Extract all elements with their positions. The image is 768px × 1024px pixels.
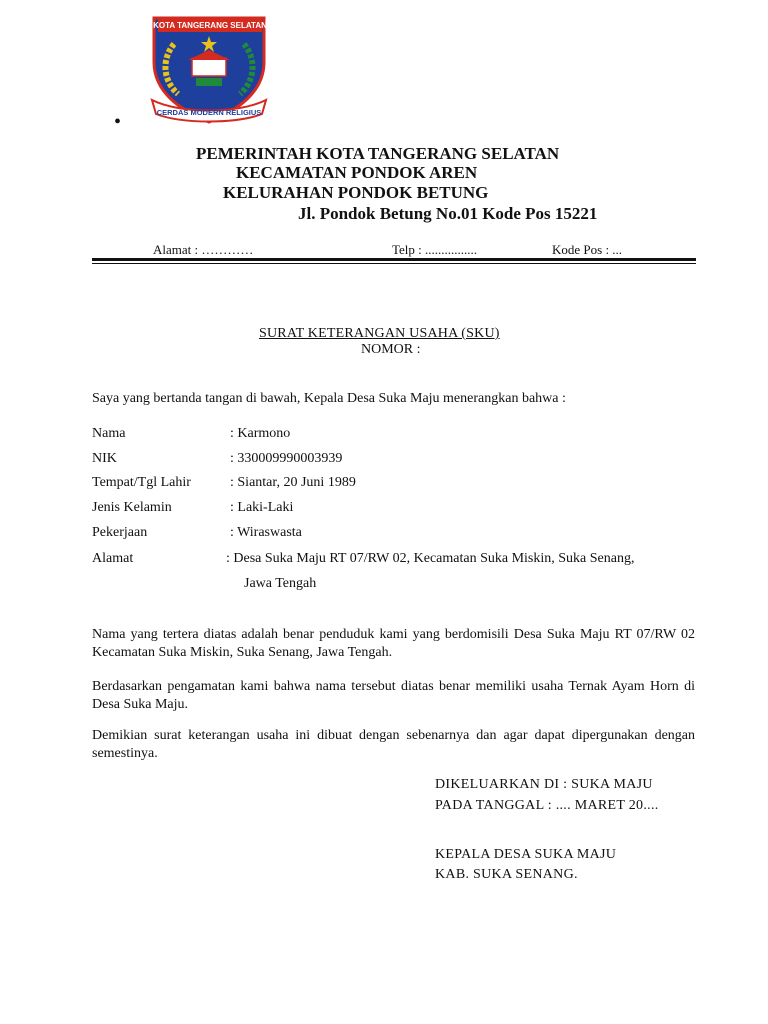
field-label-gender: Jenis Kelamin xyxy=(92,500,172,515)
field-value-birth: : Siantar, 20 Juni 1989 xyxy=(230,475,356,490)
field-value-job: : Wiraswasta xyxy=(230,525,302,540)
field-value-address: : Desa Suka Maju RT 07/RW 02, Kecamatan Suka Miskin, Suka Senang, xyxy=(226,551,635,566)
field-label-nama: Nama xyxy=(92,426,126,441)
bullet-icon: • xyxy=(114,111,122,133)
field-label-job: Pekerjaan xyxy=(92,525,148,540)
header-divider-thick xyxy=(92,258,696,261)
header-village: KELURAHAN PONDOK BETUNG xyxy=(223,183,489,202)
building-icon xyxy=(192,58,226,76)
ribbon-text: CERDAS MODERN RELIGIUS xyxy=(156,108,262,117)
field-label-birth: Tempat/Tgl Lahir xyxy=(92,475,191,490)
intro-text: Saya yang bertanda tangan di bawah, Kepala Desa Suka Maju menerangkan bahwa : xyxy=(92,391,566,406)
header-district: KECAMATAN PONDOK AREN xyxy=(236,163,478,182)
signature-position: KEPALA DESA SUKA MAJU xyxy=(435,847,617,862)
header-divider-thin xyxy=(92,263,696,264)
paragraph-closing: Demikian surat keterangan usaha ini dibuat dengan sebenarnya dan agar dapat dipergunakan dengan semestinya. xyxy=(92,728,695,761)
field-value-address-line2: Jawa Tengah xyxy=(244,576,317,591)
field-value-gender: : Laki-Laki xyxy=(230,500,294,515)
header-alamat: Alamat : ………… xyxy=(153,242,254,257)
city-emblem-logo xyxy=(140,14,276,126)
document-title: SURAT KETERANGAN USAHA (SKU) xyxy=(259,326,500,341)
banner-text: KOTA TANGERANG SELATAN xyxy=(153,21,267,30)
signature-issued-at: DIKELUARKAN DI : SUKA MAJU xyxy=(435,777,653,792)
signature-district: KAB. SUKA SENANG. xyxy=(435,867,578,882)
paragraph-business: Berdasarkan pengamatan kami bahwa nama tersebut diatas benar memiliki usaha Ternak Ayam Horn di Desa Suka Maju. xyxy=(92,679,695,712)
paragraph-residency: Nama yang tertera diatas adalah benar penduduk kami yang berdomisili Desa Suka Maju RT 07/RW 02 Kecamatan Suka Miskin, Suka Senang, Jawa Tengah. xyxy=(92,627,695,660)
field-value-nik: : 330009990003939 xyxy=(230,451,343,466)
field-label-address: Alamat xyxy=(92,551,134,566)
field-value-nama: : Karmono xyxy=(230,426,291,441)
header-address: Jl. Pondok Betung No.01 Kode Pos 15221 xyxy=(298,204,598,223)
document-number: NOMOR : xyxy=(361,342,421,357)
header-government: PEMERINTAH KOTA TANGERANG SELATAN xyxy=(196,144,560,163)
field-label-nik: NIK xyxy=(92,451,117,466)
header-telp: Telp : ................ xyxy=(392,242,478,257)
header-kodepos: Kode Pos : ... xyxy=(552,242,623,257)
signature-date: PADA TANGGAL : .... MARET 20.... xyxy=(435,798,659,813)
